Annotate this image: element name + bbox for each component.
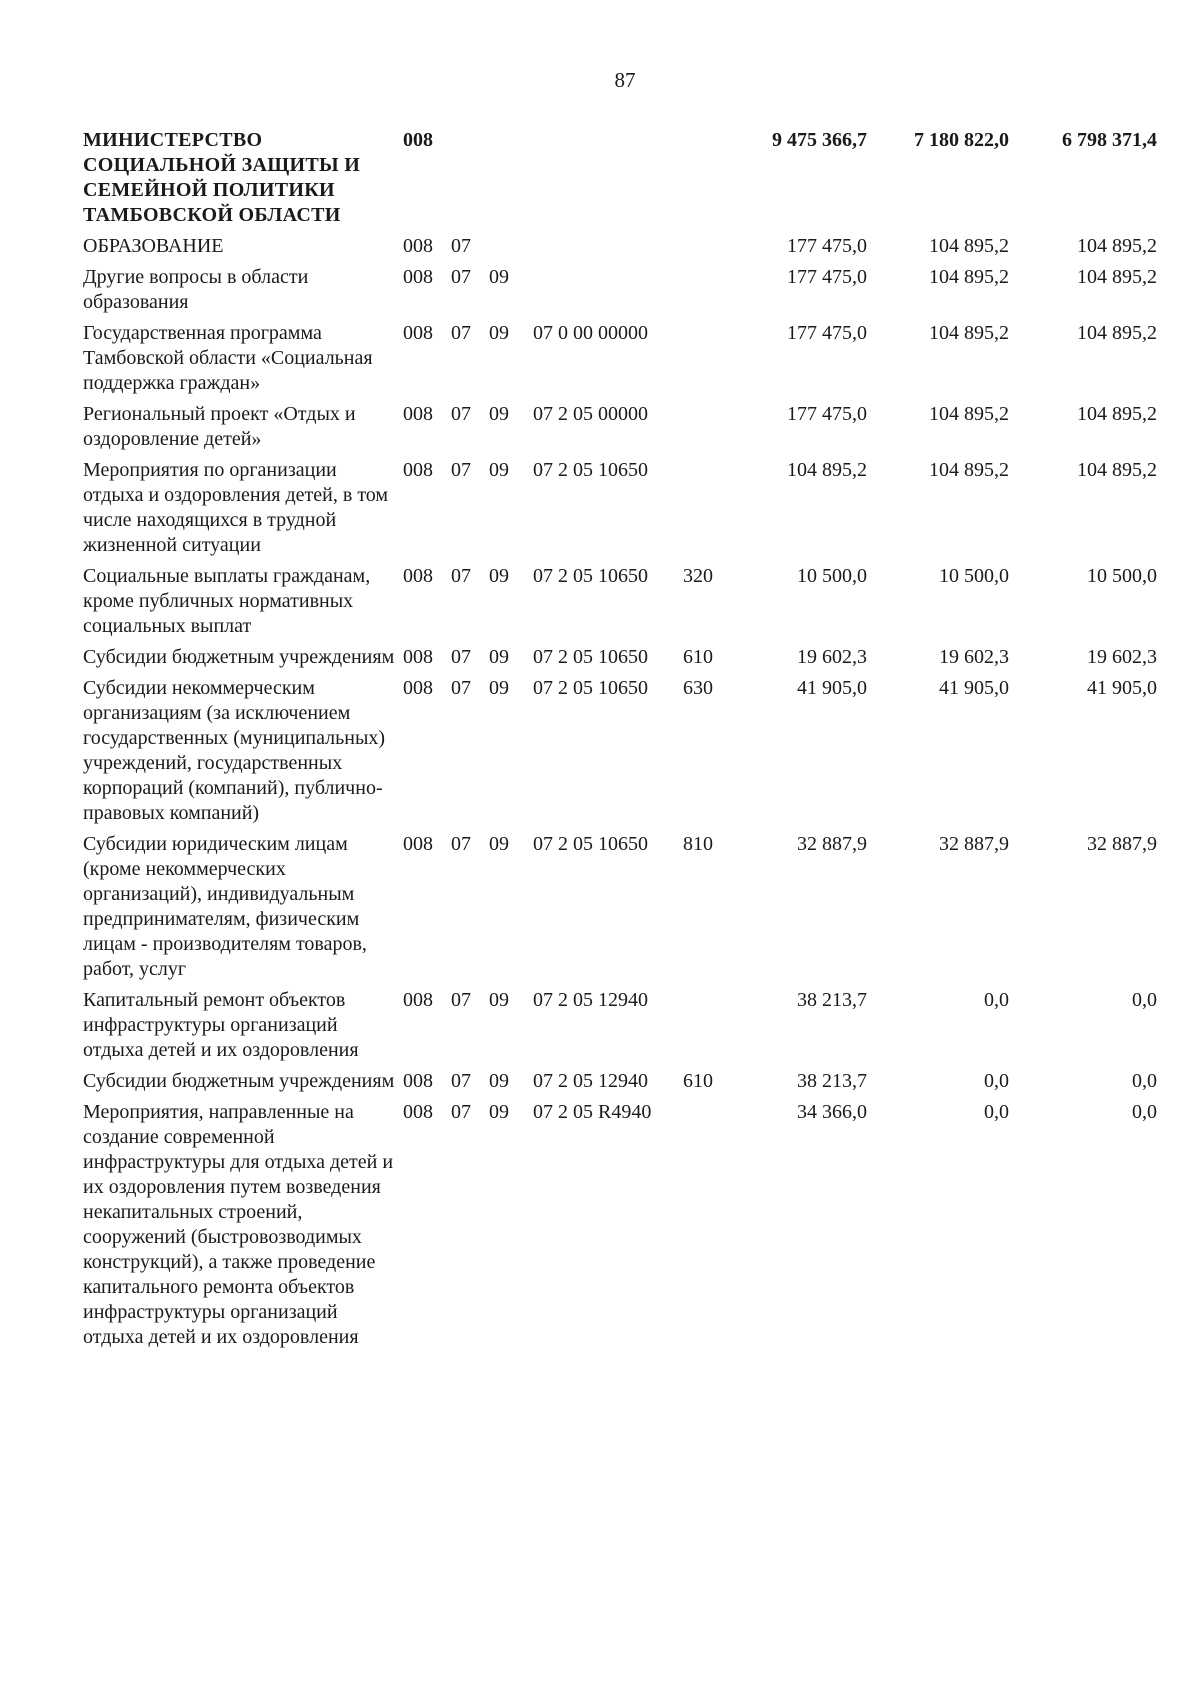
table-row <box>83 265 1163 321</box>
table-row <box>83 1069 1163 1100</box>
table-row <box>83 1100 1163 1356</box>
row-gr-code: 008 <box>403 266 433 288</box>
row-amount-year3: 104 895,2 <box>1077 266 1157 288</box>
row-vr-code: 610 <box>683 1070 713 1092</box>
row-amount-year3: 0,0 <box>1132 1070 1157 1092</box>
row-amount-year2: 104 895,2 <box>929 266 1009 288</box>
row-rz-code: 07 <box>451 677 471 699</box>
row-amount-year2: 41 905,0 <box>939 677 1009 699</box>
row-amount-year1: 32 887,9 <box>797 833 867 855</box>
row-rz-code: 07 <box>451 235 471 257</box>
row-name: Другие вопросы в области образования <box>83 266 309 313</box>
row-gr-code: 008 <box>403 1101 433 1123</box>
table-row <box>83 676 1163 832</box>
row-amount-year2: 7 180 822,0 <box>914 129 1009 151</box>
row-name: Мероприятия по организации отдыха и оздоровления детей, в том числе находящихся в трудной жизненной ситуации <box>83 459 389 556</box>
table-row <box>83 128 1163 234</box>
row-pr-code <box>489 234 533 265</box>
row-rz-code: 07 <box>451 266 471 288</box>
table-row <box>83 832 1163 988</box>
row-rz-code: 07 <box>451 989 471 1011</box>
row-csr-code: 07 2 05 12940 <box>533 1070 648 1092</box>
row-amount-year1: 177 475,0 <box>787 235 867 257</box>
row-pr-code: 09 <box>489 833 509 855</box>
row-pr-code: 09 <box>489 1101 509 1123</box>
row-amount-year3: 6 798 371,4 <box>1062 129 1157 151</box>
row-pr-code: 09 <box>489 322 509 344</box>
table-row <box>83 564 1163 645</box>
row-amount-year1: 19 602,3 <box>797 646 867 668</box>
row-amount-year2: 0,0 <box>984 1070 1009 1092</box>
row-pr-code: 09 <box>489 266 509 288</box>
row-name: Субсидии некоммерческим организациям (за исключением государственных (муниципальных) учреждений, государственных корпораций (компаний), публично-правовых компаний) <box>83 677 386 824</box>
row-csr-code <box>533 265 683 321</box>
row-amount-year2: 104 895,2 <box>929 459 1009 481</box>
row-csr-code: 07 2 05 00000 <box>533 403 648 425</box>
row-vr-code: 810 <box>683 833 713 855</box>
row-csr-code <box>533 128 683 234</box>
row-name: Государственная программа Тамбовской области «Социальная поддержка граждан» <box>83 322 373 394</box>
table-row <box>83 402 1163 458</box>
table-row <box>83 234 1163 265</box>
row-gr-code: 008 <box>403 129 433 151</box>
row-pr-code <box>489 128 533 234</box>
table-row <box>83 988 1163 1069</box>
row-name: Социальные выплаты гражданам, кроме публичных нормативных социальных выплат <box>83 565 371 637</box>
row-amount-year2: 104 895,2 <box>929 322 1009 344</box>
row-amount-year1: 41 905,0 <box>797 677 867 699</box>
row-amount-year1: 38 213,7 <box>797 1070 867 1092</box>
row-vr-code <box>683 234 733 265</box>
row-amount-year2: 104 895,2 <box>929 403 1009 425</box>
row-amount-year1: 104 895,2 <box>787 459 867 481</box>
row-pr-code: 09 <box>489 565 509 587</box>
row-amount-year2: 10 500,0 <box>939 565 1009 587</box>
row-rz-code: 07 <box>451 322 471 344</box>
row-amount-year3: 10 500,0 <box>1087 565 1157 587</box>
row-pr-code: 09 <box>489 677 509 699</box>
row-gr-code: 008 <box>403 403 433 425</box>
row-vr-code <box>683 321 733 402</box>
row-amount-year1: 34 366,0 <box>797 1101 867 1123</box>
row-name: Субсидии бюджетным учреждениям <box>83 1070 395 1092</box>
row-gr-code: 008 <box>403 459 433 481</box>
row-vr-code <box>683 988 733 1069</box>
row-gr-code: 008 <box>403 565 433 587</box>
row-csr-code: 07 0 00 00000 <box>533 322 648 344</box>
row-amount-year2: 104 895,2 <box>929 235 1009 257</box>
row-name: Региональный проект «Отдых и оздоровление детей» <box>83 403 356 450</box>
row-csr-code: 07 2 05 12940 <box>533 989 648 1011</box>
table-row <box>83 321 1163 402</box>
row-csr-code: 07 2 05 10650 <box>533 677 648 699</box>
row-csr-code <box>533 234 683 265</box>
row-csr-code: 07 2 05 10650 <box>533 565 648 587</box>
row-amount-year3: 0,0 <box>1132 1101 1157 1123</box>
row-pr-code: 09 <box>489 646 509 668</box>
row-vr-code: 630 <box>683 677 713 699</box>
row-rz-code: 07 <box>451 459 471 481</box>
row-name: Субсидии юридическим лицам (кроме некоммерческих организаций), индивидуальным предпринимателям, физическим лицам - производителям товаров, работ, услуг <box>83 833 367 980</box>
row-amount-year3: 41 905,0 <box>1087 677 1157 699</box>
row-amount-year2: 19 602,3 <box>939 646 1009 668</box>
row-pr-code: 09 <box>489 1070 509 1092</box>
row-rz-code: 07 <box>451 1101 471 1123</box>
row-csr-code: 07 2 05 R4940 <box>533 1101 652 1123</box>
row-amount-year3: 104 895,2 <box>1077 403 1157 425</box>
row-amount-year1: 177 475,0 <box>787 266 867 288</box>
row-vr-code: 320 <box>683 565 713 587</box>
row-vr-code <box>683 128 733 234</box>
row-amount-year1: 177 475,0 <box>787 322 867 344</box>
row-amount-year3: 104 895,2 <box>1077 459 1157 481</box>
row-vr-code <box>683 402 733 458</box>
row-amount-year1: 9 475 366,7 <box>772 129 867 151</box>
row-rz-code: 07 <box>451 1070 471 1092</box>
table-row <box>83 458 1163 564</box>
row-amount-year2: 32 887,9 <box>939 833 1009 855</box>
row-rz-code: 07 <box>451 646 471 668</box>
row-amount-year3: 0,0 <box>1132 989 1157 1011</box>
row-gr-code: 008 <box>403 833 433 855</box>
row-pr-code: 09 <box>489 459 509 481</box>
row-vr-code: 610 <box>683 646 713 668</box>
row-csr-code: 07 2 05 10650 <box>533 646 648 668</box>
row-amount-year3: 32 887,9 <box>1087 833 1157 855</box>
row-gr-code: 008 <box>403 677 433 699</box>
budget-table <box>83 128 1163 1356</box>
row-name: ОБРАЗОВАНИЕ <box>83 235 224 257</box>
row-rz-code: 07 <box>451 565 471 587</box>
row-gr-code: 008 <box>403 235 433 257</box>
row-gr-code: 008 <box>403 646 433 668</box>
table-row <box>83 645 1163 676</box>
row-vr-code <box>683 1100 733 1356</box>
row-gr-code: 008 <box>403 989 433 1011</box>
row-amount-year3: 19 602,3 <box>1087 646 1157 668</box>
row-amount-year1: 177 475,0 <box>787 403 867 425</box>
row-amount-year1: 38 213,7 <box>797 989 867 1011</box>
row-pr-code: 09 <box>489 403 509 425</box>
row-rz-code: 07 <box>451 833 471 855</box>
row-name: Субсидии бюджетным учреждениям <box>83 646 395 668</box>
page-number: 87 <box>614 68 636 92</box>
row-name: Капитальный ремонт объектов инфраструктуры организаций отдыха детей и их оздоровления <box>83 989 359 1061</box>
row-name: Мероприятия, направленные на создание современной инфраструктуры для отдыха детей и их оздоровления путем возведения некапитальных строений, сооружений (быстровозводимых конструкций), а также проведение капитального ремонта объектов инфраструктуры организаций отдыха детей и их оздоровления <box>83 1101 394 1348</box>
row-vr-code <box>683 265 733 321</box>
row-amount-year2: 0,0 <box>984 1101 1009 1123</box>
row-csr-code: 07 2 05 10650 <box>533 833 648 855</box>
row-amount-year1: 10 500,0 <box>797 565 867 587</box>
row-amount-year3: 104 895,2 <box>1077 235 1157 257</box>
row-gr-code: 008 <box>403 1070 433 1092</box>
budget-table-body <box>83 128 1163 1356</box>
row-amount-year3: 104 895,2 <box>1077 322 1157 344</box>
row-rz-code: 07 <box>451 403 471 425</box>
row-rz-code <box>451 128 489 234</box>
row-vr-code <box>683 458 733 564</box>
row-gr-code: 008 <box>403 322 433 344</box>
row-amount-year2: 0,0 <box>984 989 1009 1011</box>
row-csr-code: 07 2 05 10650 <box>533 459 648 481</box>
row-pr-code: 09 <box>489 989 509 1011</box>
row-name: МИНИСТЕРСТВО СОЦИАЛЬНОЙ ЗАЩИТЫ И СЕМЕЙНОЙ ПОЛИТИКИ ТАМБОВСКОЙ ОБЛАСТИ <box>83 129 361 226</box>
